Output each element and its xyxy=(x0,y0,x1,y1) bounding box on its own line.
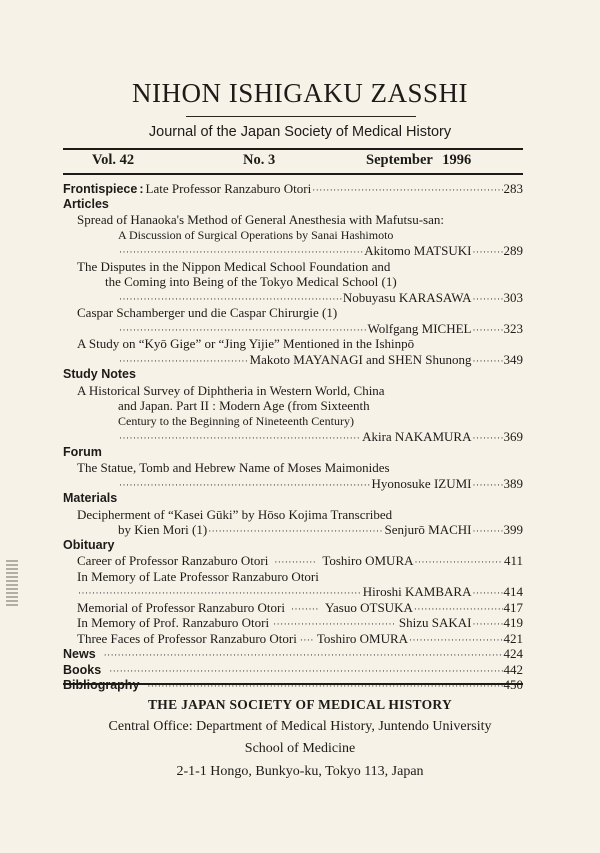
toc-entry-title: Late Professor Ranzaburo Otori xyxy=(145,181,312,196)
page-number: 419 xyxy=(503,615,523,630)
page-number: 323 xyxy=(503,320,523,336)
toc-entry-byline xyxy=(63,429,523,445)
toc-entry-byline xyxy=(63,584,523,600)
section-heading-forum: Forum xyxy=(63,444,102,459)
leader-dots xyxy=(473,292,503,308)
page-number: 283 xyxy=(503,181,523,196)
section-label-news: News xyxy=(63,647,96,661)
leader-dots xyxy=(473,245,503,261)
section-label-bibliography: Bibliography xyxy=(63,678,140,692)
leader-dots xyxy=(415,555,503,571)
leader-dots xyxy=(409,633,502,649)
leader-dots xyxy=(119,431,361,447)
leader-dots xyxy=(119,478,370,494)
page-number: 421 xyxy=(503,630,523,646)
page-number: 369 xyxy=(503,429,523,444)
leader-dots xyxy=(291,602,319,618)
section-label-frontispiece: Frontispiece xyxy=(63,182,138,196)
author: Wolfgang MICHEL xyxy=(367,320,472,336)
toc-entry-subtitle: A Discussion of Surgical Operations by Sanai Hashimoto xyxy=(118,227,394,242)
toc-entry-title: In Memory of Late Professor Ranzaburo Otori xyxy=(77,568,319,584)
author: Makoto MAYANAGI and SHEN Shunong xyxy=(249,351,472,367)
issue-rule-top xyxy=(63,148,523,150)
toc-entry-title: The Disputes in the Nippon Medical School Foundation and xyxy=(77,258,391,274)
journal-subtitle: Journal of the Japan Society of Medical History xyxy=(148,124,452,140)
label-colon: : xyxy=(139,182,144,196)
table-of-contents xyxy=(63,181,523,693)
leader-dots xyxy=(473,586,503,602)
toc-entry-title: Career of Professor Ranzaburo Otori xyxy=(77,553,269,568)
leader-dots xyxy=(104,648,503,664)
page-number: 289 xyxy=(503,243,523,258)
author: Senjurō MACHI xyxy=(384,522,472,537)
issue-volume: Vol. 42 xyxy=(92,152,135,168)
leader-dots xyxy=(312,183,502,199)
issue-number: No. 3 xyxy=(243,152,276,168)
page-number: 450 xyxy=(503,677,523,692)
leader-dots xyxy=(473,354,503,370)
section-heading-obituary: Obituary xyxy=(63,537,115,552)
toc-entry-title: Spread of Hanaoka's Method of General Anesthesia with Mafutsu-san: xyxy=(77,212,444,227)
author: Toshiro OMURA xyxy=(322,553,414,568)
toc-entry-title-cont: and Japan. Part II : Modern Age (from Sixteenth xyxy=(118,398,370,413)
leader-dots xyxy=(119,354,249,370)
leader-dots xyxy=(473,478,503,494)
toc-entry-title-cont: by Kien Mori (1) xyxy=(118,522,208,537)
issue-rule-bottom xyxy=(63,173,523,175)
toc-entry-title: Decipherment of “Kasei Gūki” by Hōso Kojima Transcribed xyxy=(77,506,393,522)
author: Akira NAKAMURA xyxy=(362,429,472,444)
society-name: THE JAPAN SOCIETY OF MEDICAL HISTORY xyxy=(148,697,452,712)
toc-entry-byline xyxy=(63,352,523,368)
page-number: 389 xyxy=(503,475,523,491)
leader-dots xyxy=(109,664,502,680)
leader-dots xyxy=(147,679,502,695)
leader-dots xyxy=(473,617,503,633)
page-number: 414 xyxy=(503,584,523,599)
author: Toshiro OMURA xyxy=(316,630,409,646)
page-number: 303 xyxy=(503,289,523,305)
toc-entry-title: The Statue, Tomb and Hebrew Name of Moses Maimonides xyxy=(77,460,390,475)
toc-entry-byline xyxy=(63,522,523,538)
central-office-line: Central Office: Department of Medical History, Juntendo University xyxy=(108,719,492,734)
issue-date: September 1996 xyxy=(366,152,472,168)
leader-dots xyxy=(473,323,503,339)
author: Hyonosuke IZUMI xyxy=(371,475,472,491)
society-address: 2-1-1 Hongo, Bunkyo-ku, Tokyo 113, Japan xyxy=(176,764,424,779)
toc-entry-title-cont: the Coming into Being of the Tokyo Medical School (1) xyxy=(105,274,397,289)
leader-dots xyxy=(208,524,383,540)
toc-entry-byline xyxy=(63,290,523,306)
author: Yasuo OTSUKA xyxy=(324,599,413,615)
page-number: 399 xyxy=(503,522,523,537)
toc-entry-byline xyxy=(63,321,523,337)
toc-entry-byline xyxy=(63,476,523,492)
toc-entry-title: Memorial of Professor Ranzaburo Otori xyxy=(77,599,285,615)
author: Nobuyasu KARASAWA xyxy=(342,289,472,305)
section-heading-study-notes: Study Notes xyxy=(63,367,136,381)
toc-books xyxy=(63,662,523,678)
journal-title: NIHON ISHIGAKU ZASSHI xyxy=(132,78,468,108)
toc-entry-title: Caspar Schamberger und die Caspar Chirurgie (1) xyxy=(77,305,338,320)
author: Akitomo MATSUKI xyxy=(364,243,472,258)
toc-entry xyxy=(63,631,523,647)
central-office-line-2: School of Medicine xyxy=(244,741,356,756)
toc-entry xyxy=(63,600,523,616)
leader-dots xyxy=(473,431,503,447)
page-number: 417 xyxy=(503,599,523,615)
toc-entry-title: Three Faces of Professor Ranzaburo Otori xyxy=(77,630,297,646)
page-number: 424 xyxy=(503,646,523,661)
section-heading-articles: Articles xyxy=(63,196,109,211)
toc-entry xyxy=(63,553,523,569)
author: Hiroshi KAMBARA xyxy=(362,584,472,599)
section-heading-materials: Materials xyxy=(63,491,118,505)
page-number: 411 xyxy=(503,553,523,568)
toc-frontispiece xyxy=(63,181,523,197)
page-number: 442 xyxy=(503,661,523,677)
toc-entry-byline xyxy=(63,243,523,259)
leader-dots xyxy=(473,524,503,540)
page-number: 349 xyxy=(503,351,523,367)
title-underline xyxy=(186,116,416,117)
toc-entry xyxy=(63,615,523,631)
author: Shizu SAKAI xyxy=(398,615,472,630)
toc-entry-title: In Memory of Prof. Ranzaburo Otori xyxy=(77,615,270,630)
section-label-books: Books xyxy=(63,662,102,677)
toc-entry-title: A Historical Survey of Diphtheria in Western World, China xyxy=(77,382,385,398)
leader-dots xyxy=(300,633,314,649)
toc-entry-title: A Study on “Kyō Gige” or “Jing Yijie” Mentioned in the Ishinpō xyxy=(77,336,415,351)
toc-entry-subtitle: Century to the Beginning of Nineteenth Century) xyxy=(118,413,354,428)
footer-rule xyxy=(63,683,523,685)
toc-news xyxy=(63,646,523,662)
scan-margin-mark xyxy=(6,560,18,606)
